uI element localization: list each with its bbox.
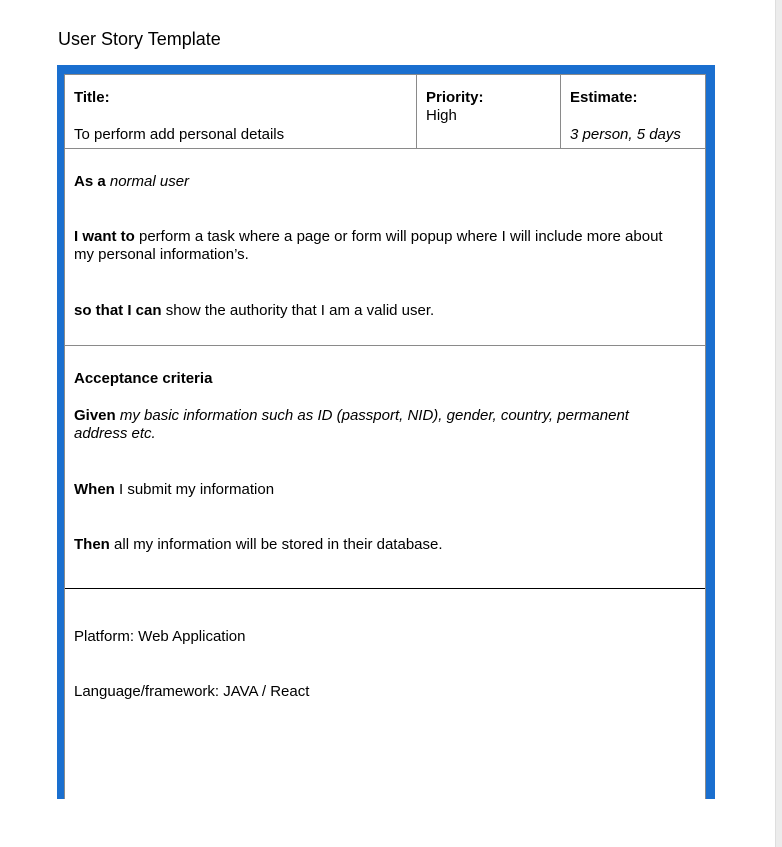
i-want-line — [74, 228, 674, 264]
i-want-value: perform a task where a page or form will popup where I will include more about my personal information’s. — [74, 228, 663, 263]
so-that-line — [74, 302, 674, 320]
then-label: Then — [74, 536, 110, 553]
when-label: When — [74, 481, 115, 498]
then-line — [74, 536, 674, 554]
acceptance-heading-text: Acceptance criteria — [74, 370, 213, 387]
as-a-line — [74, 173, 674, 191]
story-section — [65, 149, 705, 346]
as-a-value: normal user — [109, 173, 190, 190]
story-card-frame — [57, 65, 715, 799]
acceptance-section — [65, 346, 705, 589]
scrollbar-track[interactable] — [775, 0, 782, 847]
so-that-value: show the authority that I am a valid user. — [165, 302, 435, 319]
when-line — [74, 481, 674, 499]
priority-value: High — [426, 107, 457, 124]
estimate-value: 3 person, 5 days — [570, 126, 681, 143]
so-that-label: so that I can — [74, 302, 162, 319]
meta-section — [65, 589, 705, 800]
page-title: User Story Template — [58, 29, 221, 49]
given-value: my basic information such as ID (passport, NID), gender, country, permanent address etc. — [74, 407, 629, 442]
estimate-cell — [561, 75, 705, 148]
as-a-label: As a — [74, 173, 106, 190]
title-value: To perform add personal details — [74, 126, 285, 143]
title-cell — [65, 75, 417, 148]
when-value: I submit my information — [119, 481, 275, 498]
title-label: Title: — [74, 89, 110, 106]
story-card — [64, 74, 706, 799]
platform-line: Platform: Web Application — [74, 628, 246, 645]
language-line: Language/framework: JAVA / React — [74, 683, 310, 700]
priority-cell — [417, 75, 561, 148]
then-value: all my information will be stored in their database. — [114, 536, 443, 553]
i-want-label: I want to — [74, 228, 135, 245]
given-label: Given — [74, 407, 116, 424]
header-row — [65, 75, 705, 149]
priority-label: Priority: — [426, 89, 484, 106]
given-line — [74, 407, 674, 443]
estimate-label: Estimate: — [570, 89, 638, 106]
acceptance-heading — [74, 370, 674, 388]
